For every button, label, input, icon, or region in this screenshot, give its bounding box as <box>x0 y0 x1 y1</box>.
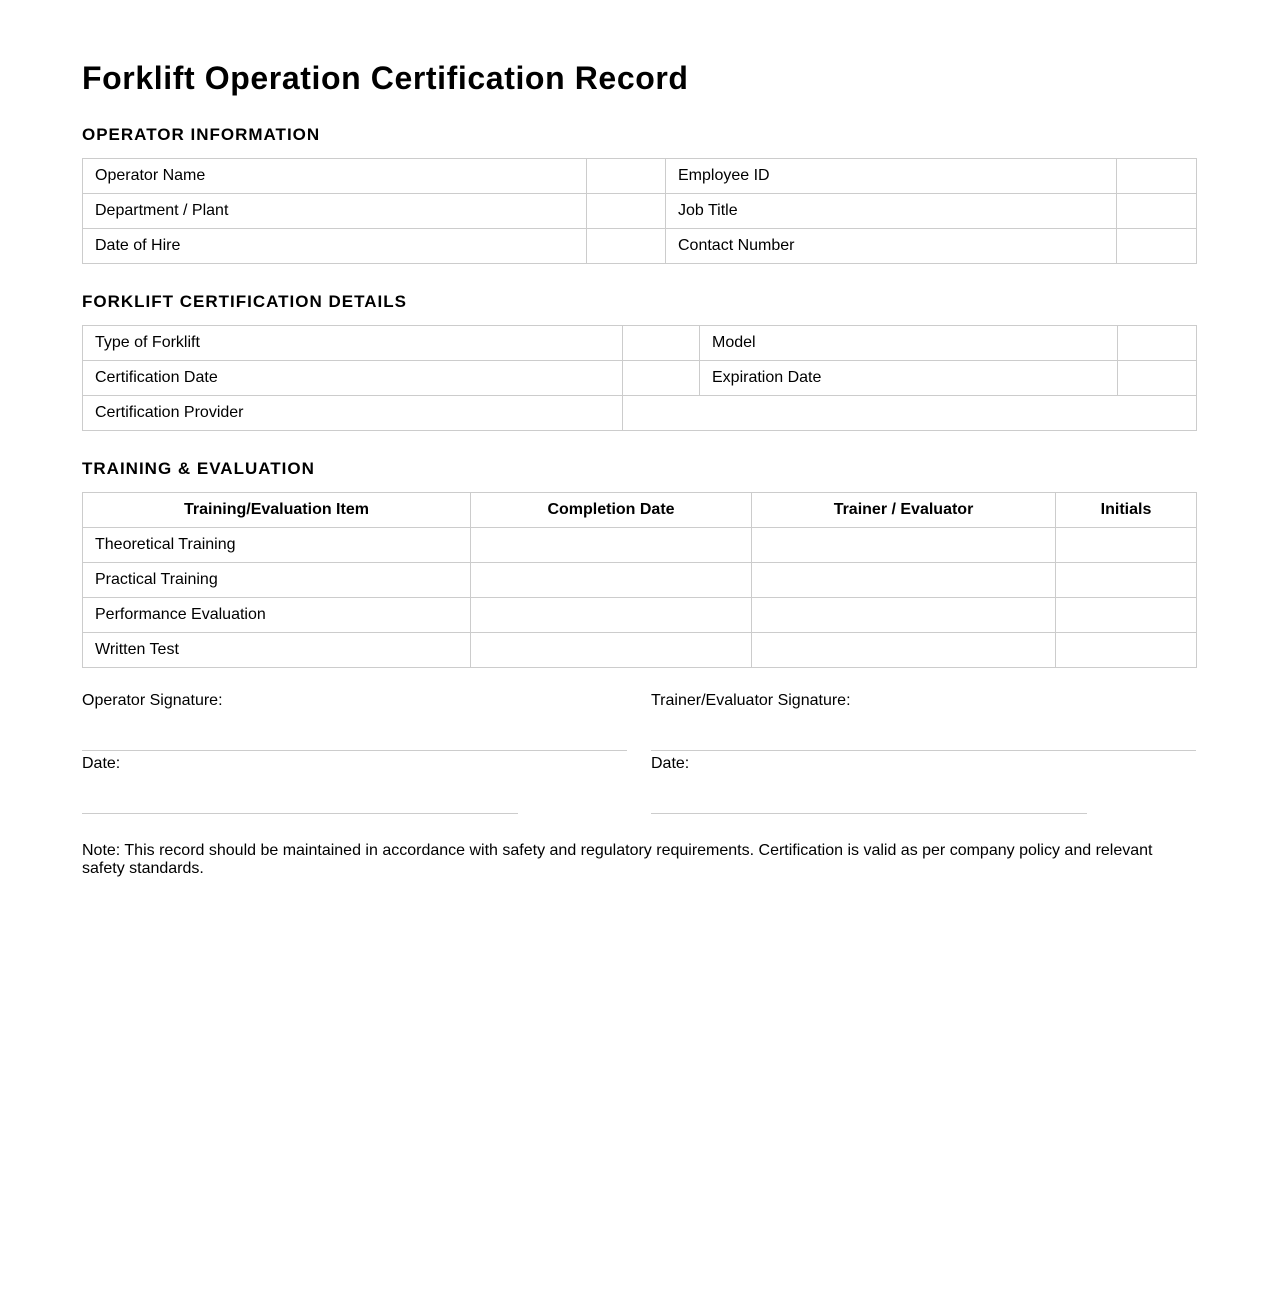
operator-signature-label: Operator Signature: <box>82 692 223 709</box>
operator-name-label: Operator Name <box>83 159 587 194</box>
initials-field[interactable] <box>1056 633 1197 668</box>
table-row <box>83 396 1197 431</box>
department-label: Department / Plant <box>83 194 587 229</box>
column-header-item: Training/Evaluation Item <box>83 493 471 528</box>
forklift-type-field[interactable] <box>623 326 700 361</box>
initials-field[interactable] <box>1056 598 1197 633</box>
column-header-trainer: Trainer / Evaluator <box>752 493 1056 528</box>
employee-id-field[interactable] <box>1117 159 1197 194</box>
page-title: Forklift Operation Certification Record <box>82 60 689 96</box>
table-header-row <box>83 493 1197 528</box>
table-row <box>83 361 1197 396</box>
trainer-field[interactable] <box>752 598 1056 633</box>
initials-field[interactable] <box>1056 528 1197 563</box>
footer-note: Note: This record should be maintained in accordance with safety and regulatory requirements. Certification is valid as per company policy and relevant safety standards. <box>82 842 1153 877</box>
certification-date-label: Certification Date <box>83 361 623 396</box>
operator-info-table <box>82 158 1197 264</box>
operator-signature-line[interactable] <box>82 750 627 751</box>
training-evaluation-heading: TRAINING & EVALUATION <box>82 459 315 478</box>
certification-provider-field[interactable] <box>623 396 1197 431</box>
operator-name-field[interactable] <box>587 159 666 194</box>
trainer-field[interactable] <box>752 528 1056 563</box>
training-item: Performance Evaluation <box>83 598 471 633</box>
table-row <box>83 563 1197 598</box>
trainer-field[interactable] <box>752 563 1056 598</box>
table-row <box>83 598 1197 633</box>
trainer-signature-line[interactable] <box>651 750 1196 751</box>
model-label: Model <box>700 326 1118 361</box>
column-header-completion-date: Completion Date <box>471 493 752 528</box>
training-item: Practical Training <box>83 563 471 598</box>
contact-number-field[interactable] <box>1117 229 1197 264</box>
completion-date-field[interactable] <box>471 633 752 668</box>
job-title-label: Job Title <box>666 194 1117 229</box>
job-title-field[interactable] <box>1117 194 1197 229</box>
table-row <box>83 159 1197 194</box>
expiration-date-field[interactable] <box>1118 361 1197 396</box>
trainer-date-line[interactable] <box>651 813 1087 814</box>
operator-date-line[interactable] <box>82 813 518 814</box>
training-item: Theoretical Training <box>83 528 471 563</box>
training-item: Written Test <box>83 633 471 668</box>
date-of-hire-label: Date of Hire <box>83 229 587 264</box>
table-row <box>83 229 1197 264</box>
trainer-signature-label: Trainer/Evaluator Signature: <box>651 692 851 709</box>
operator-info-heading: OPERATOR INFORMATION <box>82 125 321 144</box>
certification-provider-label: Certification Provider <box>83 396 623 431</box>
employee-id-label: Employee ID <box>666 159 1117 194</box>
training-evaluation-table <box>82 492 1197 668</box>
expiration-date-label: Expiration Date <box>700 361 1118 396</box>
date-of-hire-field[interactable] <box>587 229 666 264</box>
table-row <box>83 194 1197 229</box>
table-row <box>83 633 1197 668</box>
operator-date-label: Date: <box>82 755 121 772</box>
forklift-type-label: Type of Forklift <box>83 326 623 361</box>
completion-date-field[interactable] <box>471 598 752 633</box>
column-header-initials: Initials <box>1056 493 1197 528</box>
certification-details-heading: FORKLIFT CERTIFICATION DETAILS <box>82 292 407 311</box>
department-field[interactable] <box>587 194 666 229</box>
initials-field[interactable] <box>1056 563 1197 598</box>
trainer-date-label: Date: <box>651 755 690 772</box>
completion-date-field[interactable] <box>471 528 752 563</box>
model-field[interactable] <box>1118 326 1197 361</box>
completion-date-field[interactable] <box>471 563 752 598</box>
contact-number-label: Contact Number <box>666 229 1117 264</box>
certification-details-table <box>82 325 1197 431</box>
table-row <box>83 326 1197 361</box>
table-row <box>83 528 1197 563</box>
certification-date-field[interactable] <box>623 361 700 396</box>
trainer-field[interactable] <box>752 633 1056 668</box>
